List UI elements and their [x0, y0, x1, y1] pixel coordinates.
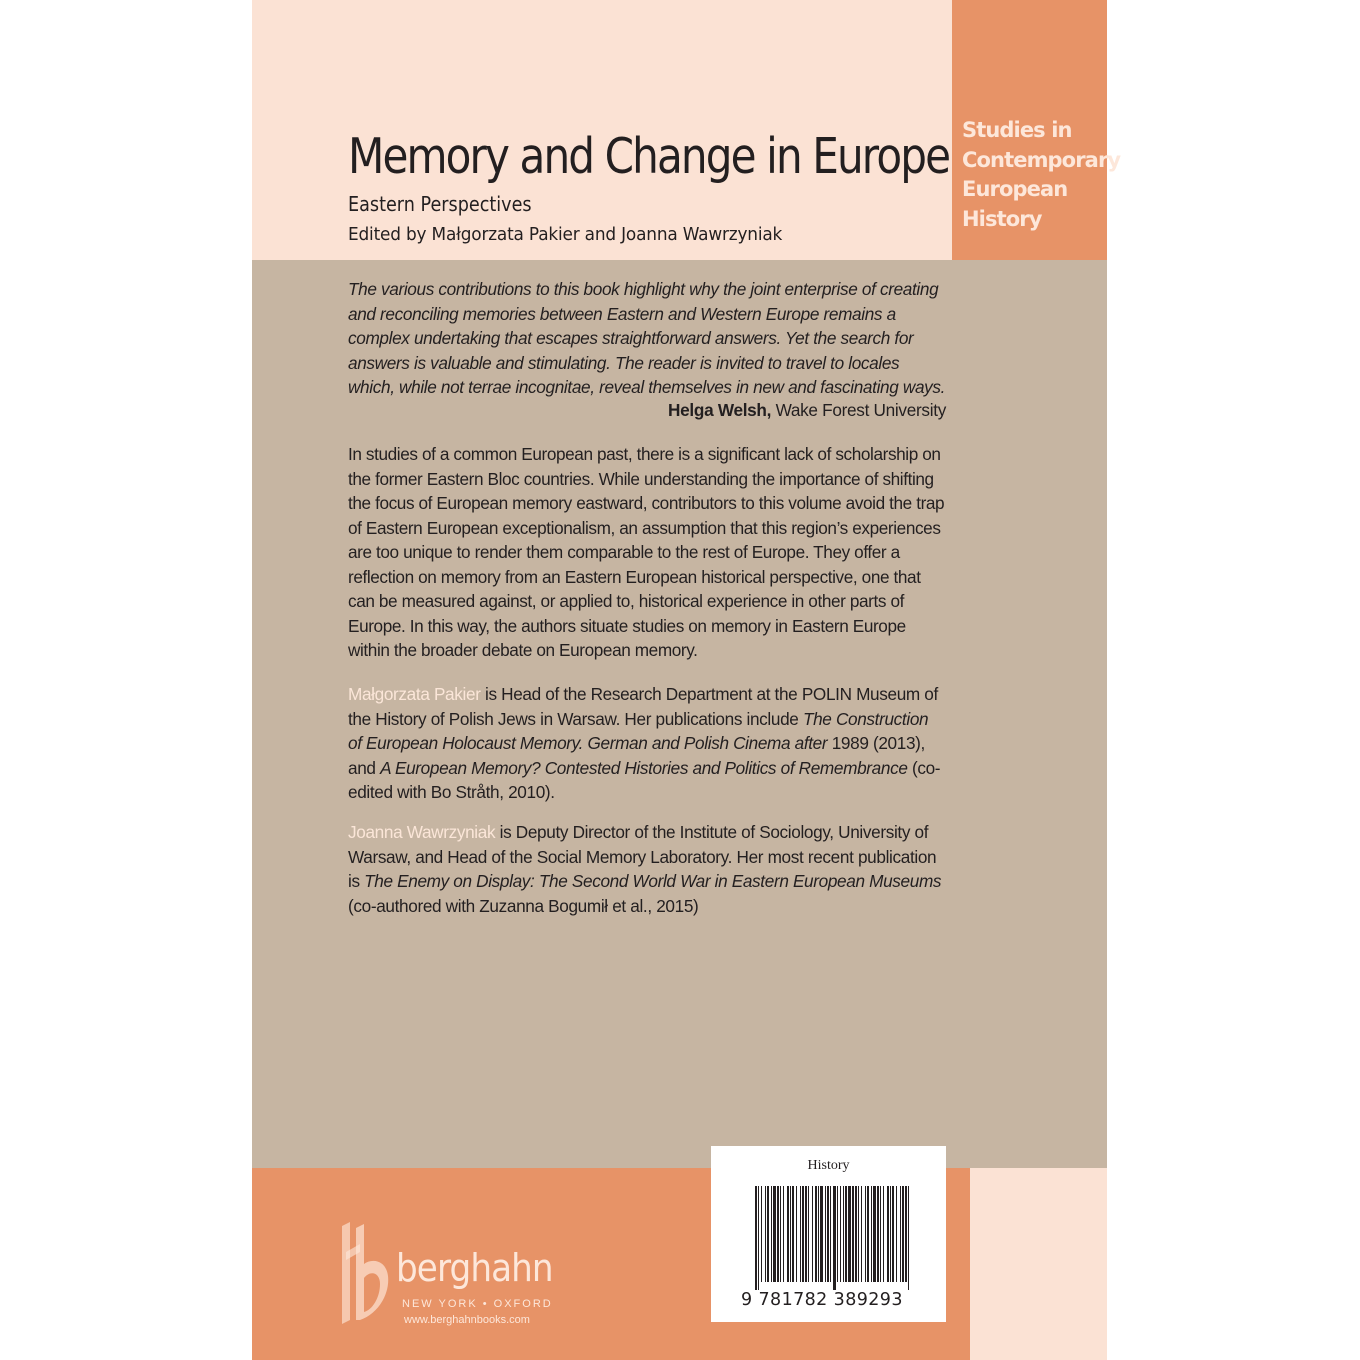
- barcode-digits: 9 781782 389293: [741, 1290, 903, 1310]
- publisher-cities: NEW YORK • OXFORD: [402, 1298, 553, 1310]
- barcode-bar: [887, 1186, 889, 1282]
- barcode-bar: [808, 1186, 809, 1282]
- endorser-affiliation: Wake Forest University: [771, 400, 946, 420]
- series-title: [962, 116, 1121, 234]
- series-title-line: Contemporary: [962, 147, 1121, 172]
- bio-text: (co-authored with Zuzanna Bogumił et al., 2015): [348, 895, 699, 916]
- barcode-bar: [861, 1186, 862, 1282]
- barcode-bar: [858, 1186, 859, 1282]
- book-editors: Edited by Małgorzata Pakier and Joanna Wawrzyniak: [348, 224, 783, 245]
- bio-work-title: The Enemy on Display: The Second World War in Eastern European Museums: [364, 871, 942, 891]
- book-back-cover: [252, 0, 1121, 1360]
- barcode-bar: [792, 1186, 794, 1282]
- series-title-line: European: [962, 177, 1068, 201]
- barcode-bar: [818, 1186, 819, 1282]
- author-bio-pakier: [348, 682, 946, 805]
- barcode-bar: [767, 1186, 769, 1282]
- barcode-bar: [867, 1186, 869, 1282]
- barcode-bar: [848, 1186, 851, 1282]
- barcode-bar: [865, 1186, 866, 1282]
- barcode-bar: [830, 1186, 831, 1282]
- bio-name: Małgorzata Pakier: [348, 684, 481, 704]
- bio-text: is Head of the Research Department at the POLIN Museum of the History of Polish Jews in Warsaw. Her publications include: [348, 684, 938, 729]
- barcode-icon: [755, 1186, 911, 1290]
- barcode-bar: [771, 1186, 772, 1282]
- series-title-line: History: [962, 206, 1042, 231]
- barcode-bar: [892, 1186, 894, 1282]
- barcode-bar: [783, 1186, 784, 1282]
- barcode-category: History: [807, 1158, 850, 1173]
- barcode-bar: [800, 1186, 801, 1282]
- barcode-bar: [825, 1186, 826, 1282]
- barcode-bar: [773, 1186, 776, 1282]
- barcode-box: [711, 1146, 946, 1322]
- bio-text: (co-edited with Bo Stråth, 2010).: [348, 757, 941, 802]
- bio-text: is Deputy Director of the Institute of Sociology, University of Warsaw, and Head of the Social Memory Laboratory. Her most recent publication is: [348, 822, 937, 891]
- barcode-bar: [820, 1186, 823, 1282]
- berghahn-b-logo-icon: [342, 1222, 394, 1324]
- barcode-bar: [890, 1186, 891, 1282]
- barcode-bar: [805, 1186, 807, 1282]
- barcode-bar: [900, 1186, 901, 1282]
- barcode-bar: [845, 1186, 847, 1282]
- barcode-bar: [790, 1186, 791, 1282]
- endorsement-attribution: [348, 400, 946, 421]
- book-subtitle: Eastern Perspectives: [348, 192, 532, 216]
- barcode-bar: [896, 1186, 897, 1282]
- barcode-bar: [908, 1186, 909, 1290]
- series-title-line: Studies in: [962, 118, 1072, 142]
- barcode-bar: [883, 1186, 884, 1282]
- bio-text: 1989 (2013), and: [348, 733, 925, 778]
- author-bio-wawrzyniak: [348, 820, 946, 918]
- bio-work-title: The Construction of European Holocaust Memory. German and Polish Cinema after: [348, 708, 929, 753]
- barcode-bar: [812, 1186, 813, 1282]
- bio-name: Joanna Wawrzyniak: [348, 822, 496, 842]
- barcode-bar: [873, 1186, 876, 1282]
- title-band: [252, 0, 952, 260]
- barcode-bar: [877, 1186, 879, 1282]
- barcode-bar: [802, 1186, 804, 1282]
- barcode-bar: [780, 1186, 781, 1282]
- publisher-name: berghahn: [396, 1246, 553, 1290]
- barcode-bar: [855, 1186, 857, 1282]
- barcode-bar: [840, 1186, 841, 1282]
- barcode-bar: [880, 1186, 881, 1282]
- barcode-bar: [787, 1186, 789, 1282]
- book-title: Memory and Change in Europe: [348, 128, 950, 185]
- publisher-logo: [342, 1222, 582, 1332]
- barcode-bar: [837, 1186, 838, 1282]
- barcode-bar: [796, 1186, 797, 1282]
- book-description: In studies of a common European past, there is a significant lack of scholarship on the former Eastern Bloc countries. While understanding the importance of shifting the focus of European memory eastward, contributors to this volume avoid the trap of Eastern European exceptionalism, an assumption that this region’s experiences are too unique to render them comparable to the rest of Europe. They offer a reflection on memory from an Eastern European historical perspective, one that can be measured against, or applied to, historical experience in other parts of Europe. In this way, the authors situate studies on memory in Eastern Europe within the broader debate on European memory.: [348, 444, 945, 660]
- bio-work-title: A European Memory? Contested Histories and Politics of Remembrance: [380, 757, 908, 778]
- endorser-name: Helga Welsh,: [668, 400, 772, 420]
- barcode-bar: [755, 1186, 757, 1290]
- barcode-bar: [902, 1186, 904, 1282]
- publisher-url: www.berghahnbooks.com: [404, 1314, 530, 1326]
- barcode-bar: [905, 1186, 907, 1282]
- barcode-bar: [871, 1186, 872, 1282]
- barcode-bar: [758, 1186, 759, 1290]
- barcode-bar: [852, 1186, 854, 1282]
- bottom-band: [252, 1168, 1107, 1360]
- endorsement-quote: The various contributions to this book highlight why the joint enterprise of creating and reconciling memories between Eastern and Western Europe remains a complex undertaking that escapes straightforward answers. Yet the search for answers is valuable and stimulating. The reader is invited to travel to locales which, while not terrae incognitae, reveal themselves in new and fascinating ways.: [348, 279, 946, 397]
- barcode-bar: [843, 1186, 844, 1282]
- barcode-bar: [777, 1186, 779, 1282]
- series-block: [952, 0, 1121, 260]
- barcode-bar: [827, 1186, 829, 1282]
- barcode-bar: [815, 1186, 817, 1282]
- barcode-bar: [833, 1186, 836, 1290]
- barcode-bar: [765, 1186, 766, 1282]
- barcode-bar: [761, 1186, 762, 1282]
